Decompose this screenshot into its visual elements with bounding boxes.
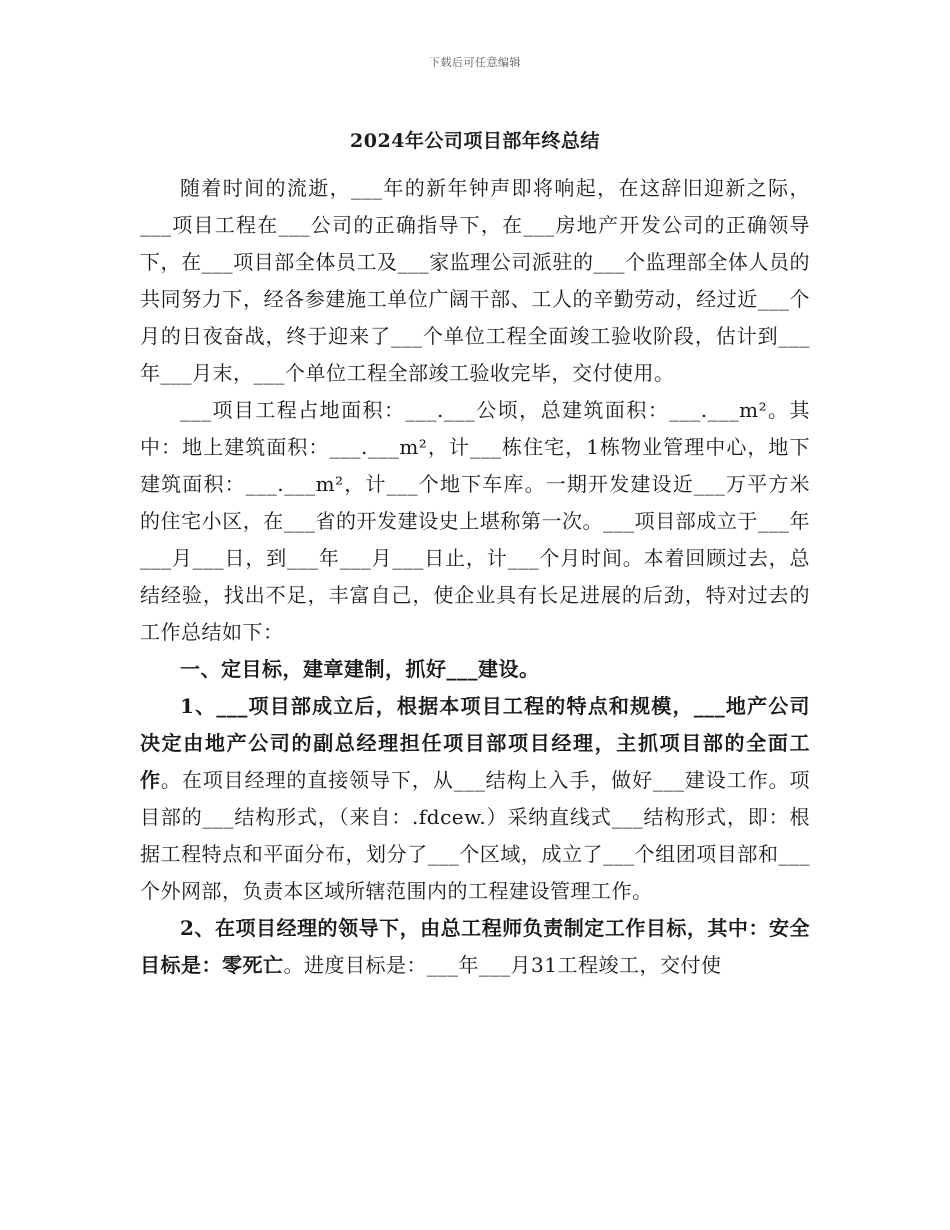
header-note: 下载后可任意编辑	[429, 56, 521, 69]
paragraph-text: 。进度目标是：___年___月31工程竣工，交付使	[283, 953, 722, 977]
paragraph-project-area	[140, 392, 810, 651]
paragraph-item-2	[140, 910, 810, 984]
document-title: 2024年公司项目部年终总结	[350, 130, 600, 152]
section-heading-1	[140, 651, 810, 688]
document-body	[140, 170, 810, 984]
paragraph-text: 随着时间的流逝，___年的新年钟声即将响起，在这辞旧迎新之际，___项目工程在___公司的正确指导下，在___房地产开发公司的正确领导下，在___项目部全体员工及___家监理公司派驻的___个监理部全体人员的共同努力下，经各参建施工单位广阔干部、工人的辛勤劳动，经过近___个月的日夜奋战，终于迎来了___个单位工程全面竣工验收阶段，估计到___年___月末，___个单位工程全部竣工验收完毕，交付使用。	[140, 176, 810, 385]
bold-text: 1、___项目部成立后，根据本项目工程的特点和规模，___地产公司决定由地产公司的副总经理担任项目部项目经理，主抓项目部的全面工作	[140, 694, 810, 792]
heading-text: 一、定目标，建章建制，抓好___建设。	[180, 657, 540, 681]
paragraph-item-1	[140, 688, 810, 910]
bold-text: 2、在项目经理的领导下，由总工程师负责制定工作目标，其中：安全目标是：零死亡	[140, 916, 810, 977]
paragraph-intro	[140, 170, 810, 392]
paragraph-text: 。在项目经理的直接领导下，从___结构上入手，做好___建设工作。项目部的___结构形式，（来自：.fdcew.）采纳直线式___结构形式，即：根据工程特点和平面分布，划分了___个区域，成立了___个组团项目部和___个外网部，负责本区域所辖范围内的工程建设管理工作。	[140, 768, 811, 903]
paragraph-text: ___项目工程占地面积：___.___公顷，总建筑面积：___.___m²。其中：地上建筑面积：___.___m²，计___栋住宅，1栋物业管理中心，地下建筑面积：___.___m²，计___个地下车库。一期开发建设近___万平方米的住宅小区，在___省的开发建设史上堪称第一次。___项目部成立于___年___月___日，到___年___月___日止，计___个月时间。本着回顾过去，总结经验，找出不足，丰富自己，使企业具有长足进展的后劲，特对过去的工作总结如下：	[140, 398, 810, 644]
